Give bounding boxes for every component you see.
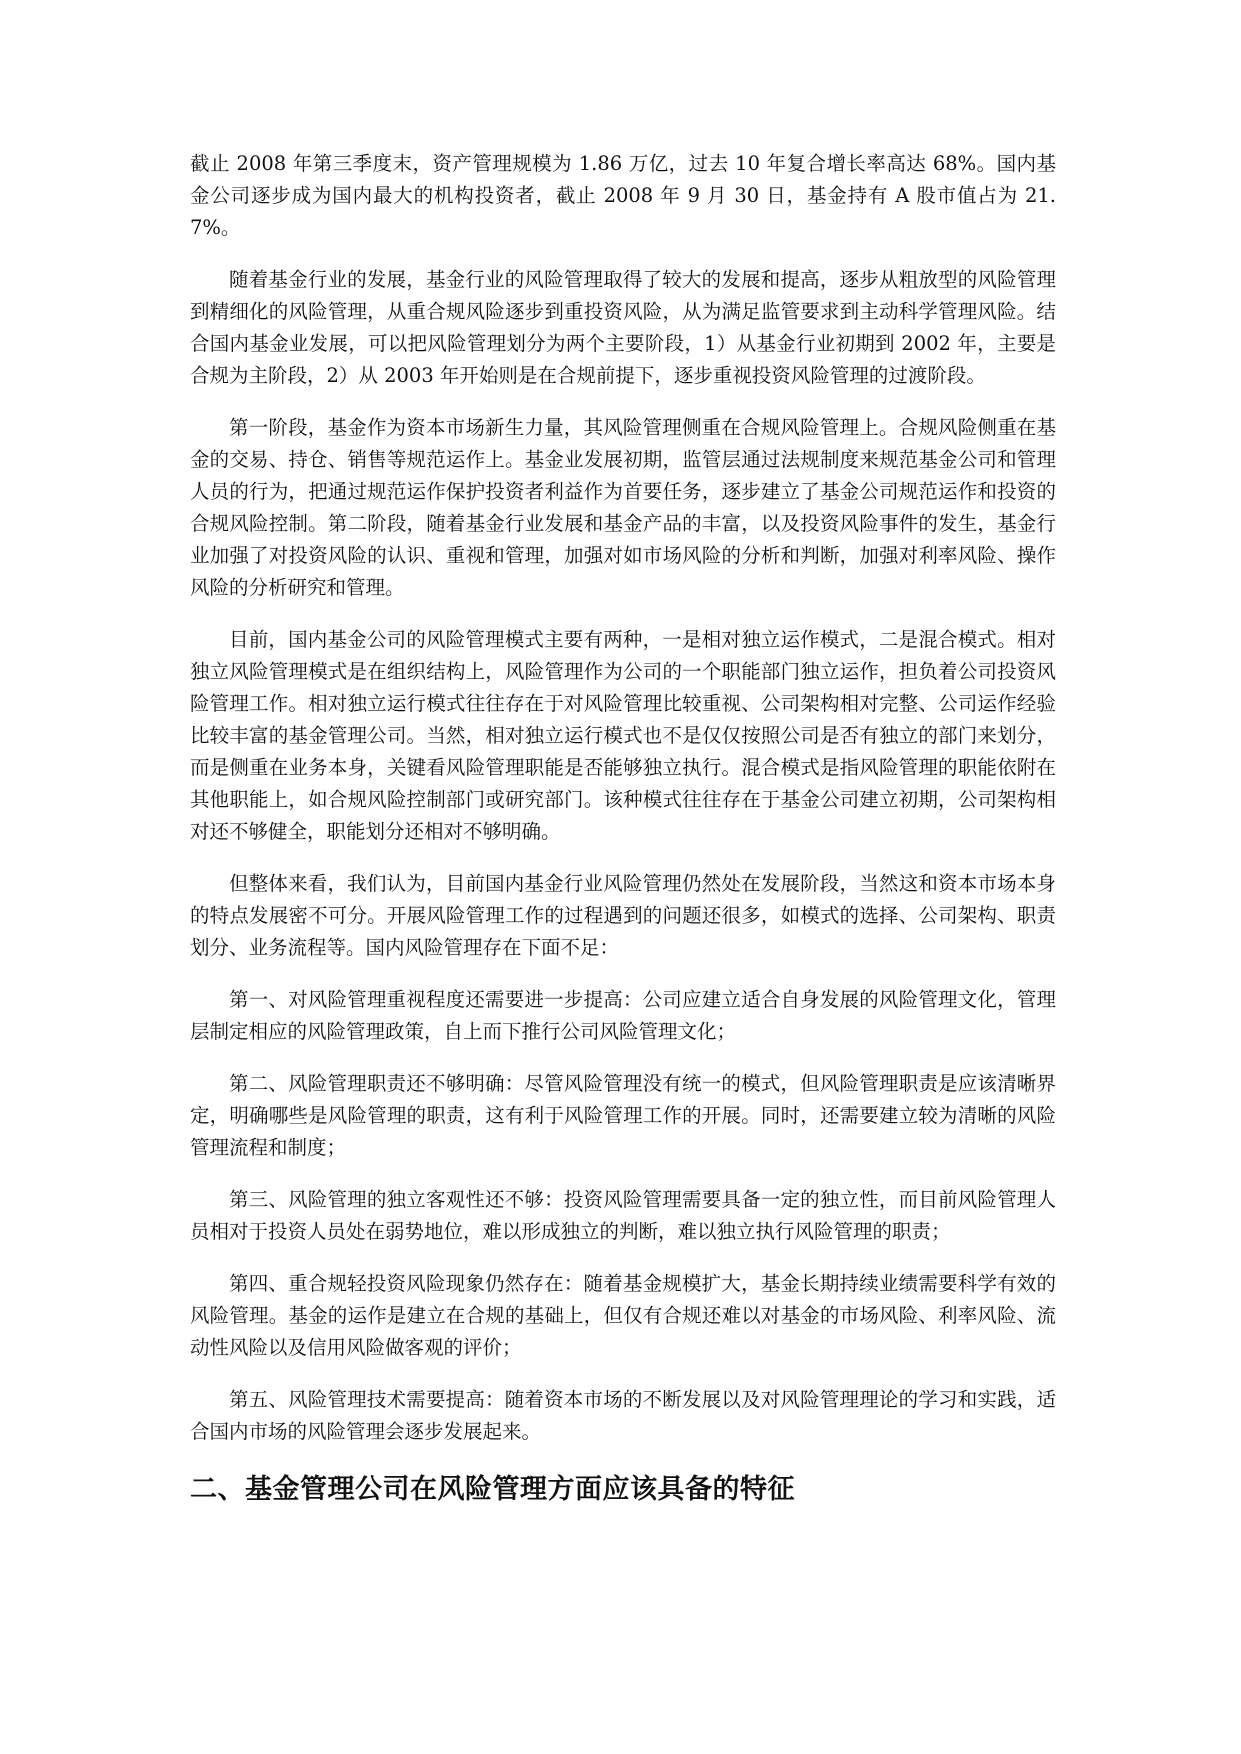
paragraph-management-models: 目前，国内基金公司的风险管理模式主要有两种，一是相对独立运作模式，二是混合模式。相对独立风险管理模式是在组织结构上，风险管理作为公司的一个职能部门独立运作，担负着公司投资风险管理工作。相对独立运行模式往往存在于对风险管理比较重视、公司架构相对完整、公司运作经验比较丰富的基金管理公司。当然，相对独立运行模式也不是仅仅按照公司是否有独立的部门来划分，而是侧重在业务本身，关键看风险管理职能是否能够独立执行。混合模式是指风险管理的职能依附在其他职能上，如合规风险控制部门或研究部门。该种模式往往存在于基金公司建立初期，公司架构相对还不够健全，职能划分还相对不够明确。 xyxy=(190,628,1056,843)
paragraph-overall-view: 但整体来看，我们认为，目前国内基金行业风险管理仍然处在发展阶段，当然这和资本市场本身的特点发展密不可分。开展风险管理工作的过程遇到的问题还很多，如模式的选择、公司架构、职责划分、业务流程等。国内风险管理存在下面不足： xyxy=(190,872,1056,959)
paragraph-shortcoming-5: 第五、风险管理技术需要提高：随着资本市场的不断发展以及对风险管理理论的学习和实践，适合国内市场的风险管理会逐步发展起来。 xyxy=(190,1388,1056,1443)
document-page xyxy=(190,148,1056,1510)
paragraph-shortcoming-1: 第一、对风险管理重视程度还需要进一步提高：公司应建立适合自身发展的风险管理文化，管理层制定相应的风险管理政策，自上而下推行公司风险管理文化； xyxy=(190,988,1056,1043)
section-heading: 二、基金管理公司在风险管理方面应该具备的特征 xyxy=(190,1474,795,1505)
paragraph-risk-development: 随着基金行业的发展，基金行业的风险管理取得了较大的发展和提高，逐步从粗放型的风险管理到精细化的风险管理，从重合规风险逐步到重投资风险，从为满足监管要求到主动科学管理风险。结合国内基金业发展，可以把风险管理划分为两个主要阶段，1）从基金行业初期到 2002 年，主要是合规为主阶段，2）从 2003 年开始则是在合规前提下，逐步重视投资风险管理的过渡阶段。 xyxy=(190,268,1056,387)
paragraph-stages: 第一阶段，基金作为资本市场新生力量，其风险管理侧重在合规风险管理上。合规风险侧重在基金的交易、持仓、销售等规范运作上。基金业发展初期，监管层通过法规制度来规范基金公司和管理人员的行为，把通过规范运作保护投资者利益作为首要任务，逐步建立了基金公司规范运作和投资的合规风险控制。第二阶段，随着基金行业发展和基金产品的丰富，以及投资风险事件的发生，基金行业加强了对投资风险的认识、重视和管理，加强对如市场风险的分析和判断，加强对利率风险、操作风险的分析研究和管理。 xyxy=(190,416,1056,599)
paragraph-shortcoming-4: 第四、重合规轻投资风险现象仍然存在：随着基金规模扩大，基金长期持续业绩需要科学有效的风险管理。基金的运作是建立在合规的基础上，但仅有合规还难以对基金的市场风险、利率风险、流动性风险以及信用风险做客观的评价； xyxy=(190,1272,1056,1359)
paragraph-fund-scale: 截止 2008 年第三季度末，资产管理规模为 1.86 万亿，过去 10 年复合增长率高达 68%。国内基金公司逐步成为国内最大的机构投资者，截止 2008 年 9 月 30 日，基金持有 A 股市值占为 21.7%。 xyxy=(190,152,1056,239)
paragraph-shortcoming-2: 第二、风险管理职责还不够明确：尽管风险管理没有统一的模式，但风险管理职责是应该清晰界定，明确哪些是风险管理的职责，这有利于风险管理工作的开展。同时，还需要建立较为清晰的风险管理流程和制度； xyxy=(190,1072,1056,1159)
paragraph-shortcoming-3: 第三、风险管理的独立客观性还不够：投资风险管理需要具备一定的独立性，而目前风险管理人员相对于投资人员处在弱势地位，难以形成独立的判断，难以独立执行风险管理的职责； xyxy=(190,1188,1056,1243)
